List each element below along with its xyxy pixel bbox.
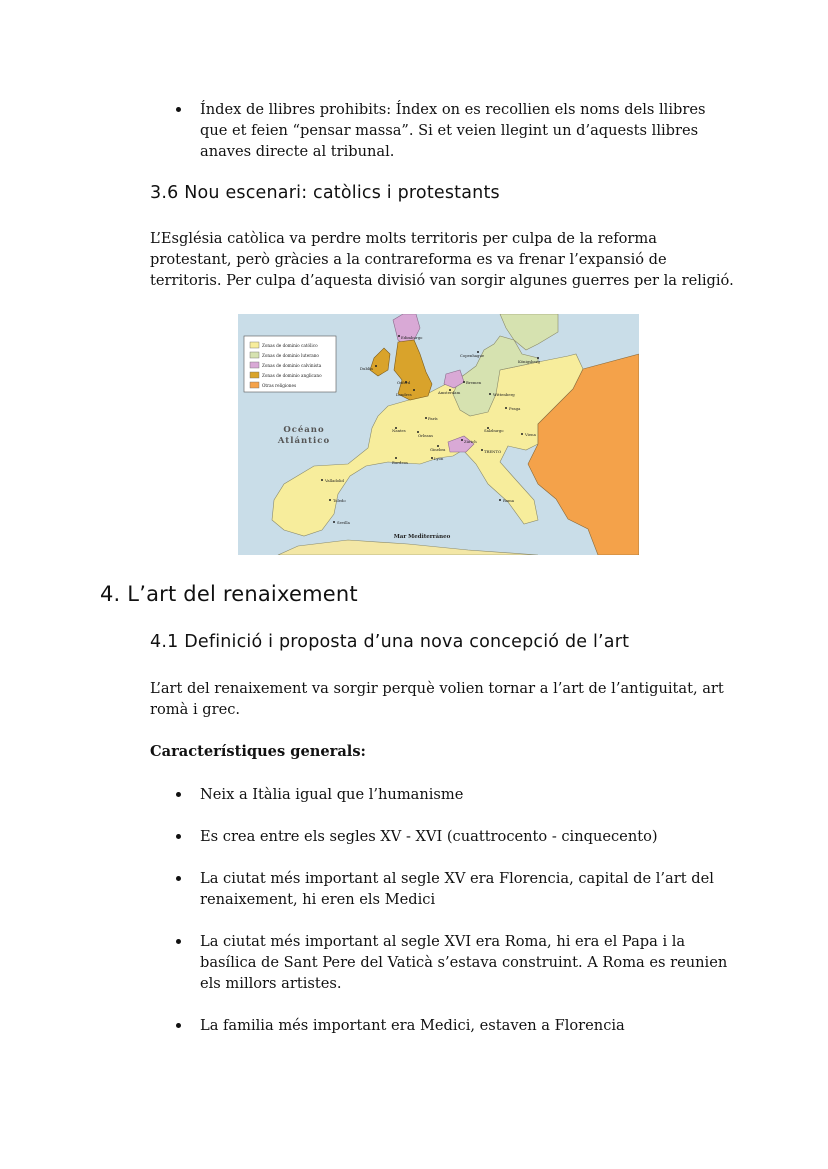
city-dot <box>395 457 397 459</box>
list-item: Es crea entre els segles XV - XVI (cuattrocento - cinquecento) <box>176 826 736 847</box>
city-dot <box>521 433 523 435</box>
city-label: Ginebra <box>430 447 446 452</box>
city-label: Valladolid <box>325 478 344 483</box>
city-dot <box>375 365 377 367</box>
ocean-label: Océano <box>283 425 325 435</box>
city-dot <box>321 479 323 481</box>
city-label: Praga <box>509 406 521 411</box>
section-paragraph-3-6: L’Església catòlica va perdre molts territoris per culpa de la reforma protestant, però gràcies a la contrareforma es va frenar l’expansió de territoris. Per culpa d’aquesta divisió van sorgir algunes guerres per la religió. <box>150 230 734 289</box>
city-dot <box>489 393 491 395</box>
city-dot <box>329 499 331 501</box>
city-dot <box>398 335 400 337</box>
city-label: Wittenberg <box>493 392 515 397</box>
city-label: Burdeos <box>392 460 408 465</box>
city-dot <box>461 439 463 441</box>
city-dot <box>431 457 433 459</box>
section-heading-4-1: 4.1 Definició i proposta d’una nova concepció de l’art <box>150 632 630 652</box>
city-label: Amsterdam <box>438 390 461 395</box>
city-dot <box>333 521 335 523</box>
city-label: París <box>428 416 438 421</box>
list-item: La familia més important era Medici, estaven a Florencia <box>176 1015 736 1036</box>
city-label: Edimburgo <box>401 335 423 340</box>
city-label: Viena <box>525 432 536 437</box>
legend-label: Zonas de dominio luterano <box>262 353 319 358</box>
city-dot <box>425 417 427 419</box>
city-label: Salzburgo <box>484 428 504 433</box>
city-label: Lyon <box>434 456 444 461</box>
characteristics-list <box>176 784 736 1036</box>
section-heading-4: 4. L’art del renaixement <box>100 582 358 606</box>
section-paragraph-4-1: L’art del renaixement va sorgir perquè volien tornar a l’art de l’antiguitat, art romà i grec. <box>150 680 724 718</box>
list-item: Índex de llibres prohibits: Índex on es recollien els noms dels llibres que et feien “pensar massa”. Si et veien llegint un d’aquests llibres anaves directe al tribunal. <box>176 99 736 162</box>
sea-label: Mar Mediterráneo <box>393 534 451 540</box>
city-label: Sevilla <box>337 520 350 525</box>
legend-label: Zonas de dominio calvinista <box>262 363 322 368</box>
characteristics-subheading: Característiques generals: <box>150 743 366 760</box>
legend-label: Zonas de dominio anglicano <box>262 373 322 378</box>
city-dot <box>413 389 415 391</box>
city-label: Copenhague <box>460 353 485 358</box>
legend-label: Zonas de dominio católico <box>262 343 318 348</box>
city-label: Londres <box>396 392 412 397</box>
list-item: La ciutat més important al segle XVI era Roma, hi era el Papa i la basílica de Sant Pere del Vaticà s’estava construint. A Roma es reunien els millors artistes. <box>176 931 736 994</box>
city-label: Bremen <box>466 380 482 385</box>
city-dot <box>505 407 507 409</box>
legend-label: Otras religiones <box>262 383 297 388</box>
city-dot <box>499 499 501 501</box>
city-label: TRENTO <box>484 449 502 454</box>
city-label: Dublín <box>360 366 373 371</box>
map-legend <box>244 336 336 392</box>
section-heading-3-6: 3.6 Nou escenari: catòlics i protestants <box>150 183 500 203</box>
city-label: Oxford <box>397 380 411 385</box>
ocean-label: Atlántico <box>277 436 331 446</box>
list-item: Neix a Itàlia igual que l’humanisme <box>176 784 736 805</box>
city-label: Toledo <box>333 498 346 503</box>
city-dot <box>481 449 483 451</box>
europe-religion-map <box>238 314 639 555</box>
city-label: Nantes <box>392 428 406 433</box>
list-item: La ciutat més important al segle XV era Florencia, capital de l’art del renaixement, hi eren els Medici <box>176 868 736 910</box>
city-label: Königsberg <box>518 359 540 364</box>
city-label: Roma <box>503 498 515 503</box>
city-dot <box>463 381 465 383</box>
city-label: Orleans <box>418 433 434 438</box>
bullet-list-top <box>176 99 736 162</box>
city-label: Zúrich <box>464 439 477 444</box>
